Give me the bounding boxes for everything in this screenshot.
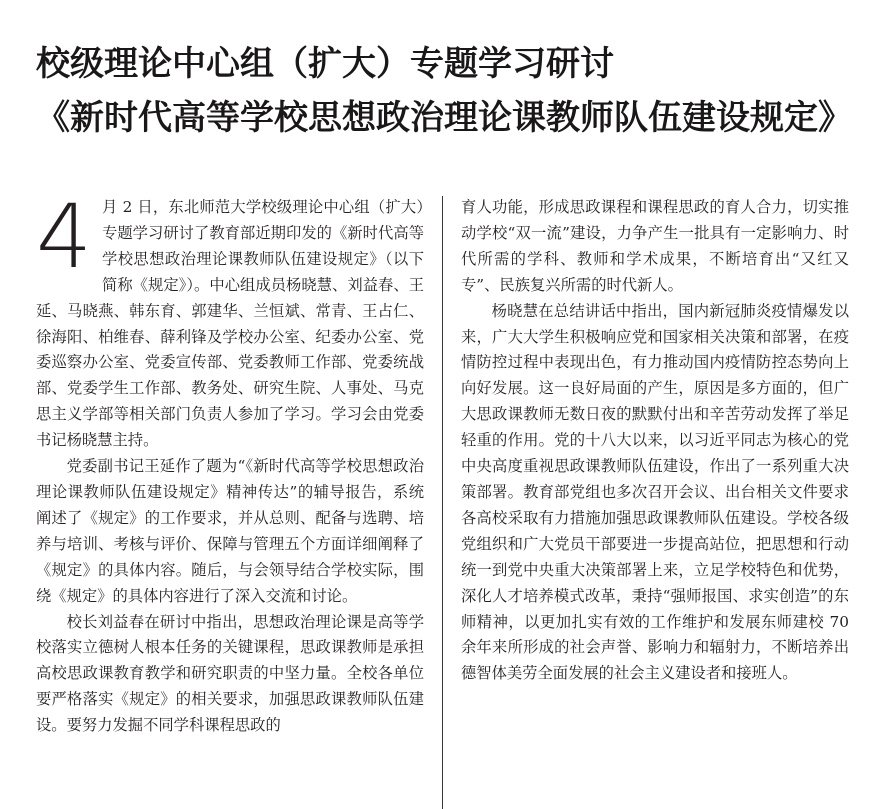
paragraph-report: 党委副书记王延作了题为“《新时代高等学校思想政治理论课教师队伍建设规定》精神传达”的辅导报告，系统阐述了《规定》的工作要求，并从总则、配备与选聘、培养与培训、考核与评价、保障与管理五个方面详细阐释了《规定》的具体内容。随后，与会领导结合学校实际，围绕《规定》的具体内容进行了深入交流和讨论。 [36, 457, 424, 605]
article-title [36, 38, 856, 144]
title-line-1: 校级理论中心组（扩大）专题学习研讨 [36, 44, 614, 84]
column-divider [442, 196, 443, 809]
left-column [36, 185, 424, 739]
paragraph-president: 校长刘益春在研讨中指出，思想政治理论课是高等学校落实立德树人根本任务的关键课程，思政课教师是承担高校思政课教育教学和研究职责的中坚力量。全校各单位要严格落实《规定》的相关要求，加强思政课教师队伍建设。要努力发掘不同学科课程思政的 [36, 612, 424, 735]
lead-text: 月 2 日，东北师范大学校级理论中心组（扩大）专题学习研讨了教育部近期印发的《新时代高等学校思想政治理论课教师队伍建设规定》（以下简称《规定》）。中心组成员杨晓慧、刘益春、王延、马晓燕、韩东育、郭建华、兰恒斌、常青、王占仁、徐海阳、柏维春、薛利锋及学校办公室、纪委办公室、党委巡察办公室、党委宣传部、党委教师工作部、党委统战部、党委学生工作部、教务处、研究生院、人事处、马克思主义学部等相关部门负责人参加了学习。学习会由党委书记杨晓慧主持。 [36, 198, 424, 450]
lead-paragraph [36, 185, 424, 454]
paragraph-summary: 杨晓慧在总结讲话中指出，国内新冠肺炎疫情爆发以来，广大大学生积极响应党和国家相关决策和部署，在疫情防控过程中表现出色，有力推动国内疫情防控态势向上向好发展。这一良好局面的产生，原因是多方面的，但广大思政课教师无数日夜的默默付出和辛苦劳动发挥了举足轻重的作用。党的十八大以来，以习近平同志为核心的党中央高度重视思政课教师队伍建设，作出了一系列重大决策部署。教育部党组也多次召开会议、出台相关文件要求各高校采取有力措施加强思政课教师队伍建设。学校各级党组织和广大党员干部要进一步提高站位，把思想和行动统一到党中央重大决策部署上来，立足学校特色和优势，深化人才培养模式改革，秉持“强师报国、求实创造”的东师精神，以更加扎实有效的工作维护和发展东师建校 70 余年来所形成的社会声誉、影响力和辐射力，不断培养出德智体美劳全面发展的社会主义建设者和接班人。 [461, 301, 849, 683]
right-column [461, 195, 849, 687]
title-line-2: 《新时代高等学校思想政治理论课教师队伍建设规定》 [36, 98, 852, 138]
paragraph-president-continued: 育人功能，形成思政课程和课程思政的育人合力，切实推动学校“双一流”建设，力争产生一批具有一定影响力、时代所需的学科、教师和学术成果，不断培育出“又红又专”、民族复兴所需的时代新人。 [461, 198, 849, 294]
drop-cap: 4 [36, 185, 92, 288]
